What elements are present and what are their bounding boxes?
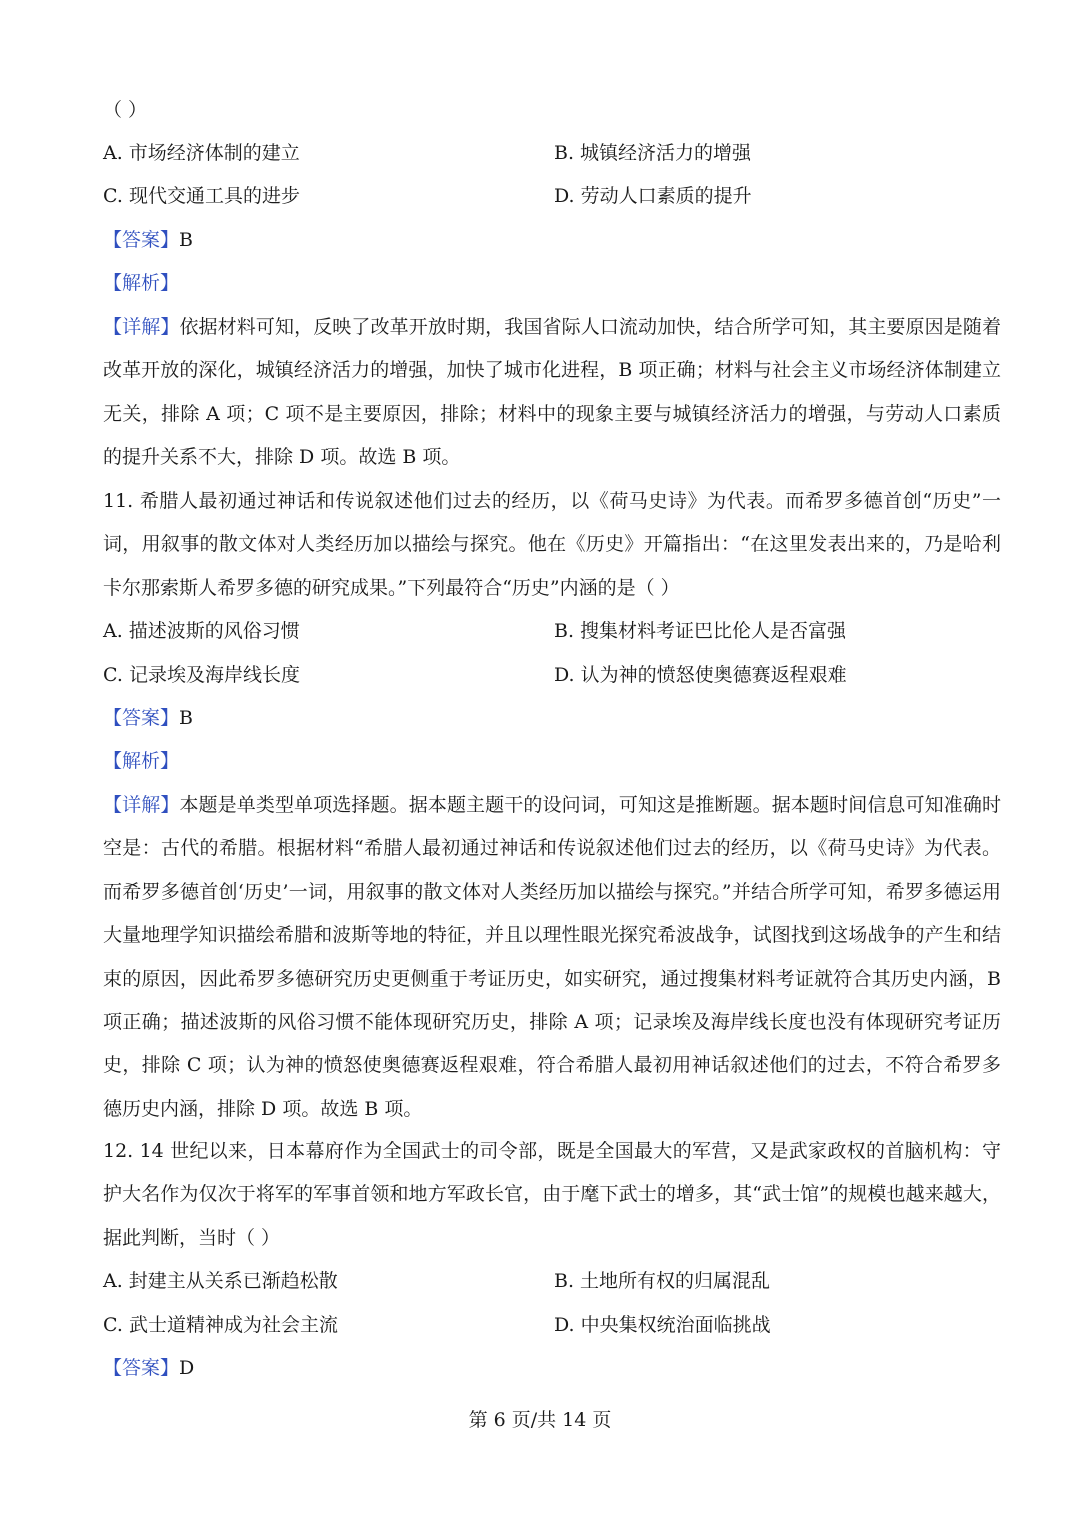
q11-answer-value: B <box>179 707 193 729</box>
q10-analysis-tag: 【解析】 <box>103 272 180 294</box>
q12-option-c: C. 武士道精神成为社会主流 <box>103 1314 338 1336</box>
q11-option-b: B. 搜集材料考证巴比伦人是否富强 <box>554 620 847 642</box>
q11-detail-paragraph <box>103 784 1001 1131</box>
q11-answer-line <box>103 697 1003 740</box>
q10-answer-tag: 【答案】 <box>103 229 180 251</box>
q10-detail-paragraph <box>103 306 1001 480</box>
q12-stem: 12. 14 世纪以来，日本幕府作为全国武士的司令部，既是全国最大的军营，又是武家政权的首脑机构：守护大名作为仅次于将军的军事首领和地方军政长官，由于麾下武士的增多，其“武士馆”的规模也越来越大，据此判断，当时（ ） <box>103 1140 1001 1249</box>
q11-option-d: D. 认为神的愤怒使奥德赛返程艰难 <box>554 664 847 686</box>
q11-detail-tag: 【详解】 <box>103 794 180 816</box>
q10-option-d: D. 劳动人口素质的提升 <box>554 185 752 207</box>
q12-option-a: A. 封建主从关系已渐趋松散 <box>103 1270 338 1292</box>
q12-option-d: D. 中央集权统治面临挑战 <box>554 1314 771 1336</box>
q11-option-c: C. 记录埃及海岸线长度 <box>103 664 300 686</box>
q12-option-b: B. 土地所有权的归属混乱 <box>554 1270 771 1292</box>
q11-stem: 11. 希腊人最初通过神话和传说叙述他们过去的经历，以《荷马史诗》为代表。而希罗多德首创“历史”一词，用叙事的散文体对人类经历加以描绘与探究。他在《历史》开篇指出：“在这里发表出来的，乃是哈利卡尔那索斯人希罗多德的研究成果。”下列最符合“历史”内涵的是（ ） <box>103 490 1001 599</box>
q11-analysis-tag: 【解析】 <box>103 750 180 772</box>
q10-option-b: B. 城镇经济活力的增强 <box>554 142 752 164</box>
q10-stem-tail: （ ） <box>103 99 148 121</box>
q11-answer-tag: 【答案】 <box>103 707 180 729</box>
page-footer: 第 6 页/共 14 页 <box>468 1409 612 1431</box>
q11-option-a: A. 描述波斯的风俗习惯 <box>103 620 300 642</box>
q10-analysis-line <box>103 262 1003 305</box>
q12-answer-line <box>103 1347 1003 1390</box>
q10-answer-value: B <box>179 229 193 251</box>
q12-answer-tag: 【答案】 <box>103 1357 180 1379</box>
q11-analysis-line <box>103 740 1003 783</box>
q10-option-a: A. 市场经济体制的建立 <box>103 142 300 164</box>
q10-answer-line <box>103 219 1003 262</box>
q10-detail-text: 依据材料可知，反映了改革开放时期，我国省际人口流动加快，结合所学可知，其主要原因是随着改革开放的深化，城镇经济活力的增强，加快了城市化进程，B 项正确；材料与社会主义市场经济体制建立无关，排除 A 项；C 项不是主要原因，排除；材料中的现象主要与城镇经济活力的增强，与劳动人口素质的提升关系不大，排除 D 项。故选 B 项。 <box>103 316 1001 469</box>
q11-detail-text: 本题是单类型单项选择题。据本题主题干的设问词，可知这是推断题。据本题时间信息可知准确时空是：古代的希腊。根据材料“希腊人最初通过神话和传说叙述他们过去的经历，以《荷马史诗》为代表。而希罗多德首创‘历史’一词，用叙事的散文体对人类经历加以描绘与探究。”并结合所学可知，希罗多德运用大量地理学知识描绘希腊和波斯等地的特征，并且以理性眼光探究希波战争，试图找到这场战争的产生和结束的原因，因此希罗多德研究历史更侧重于考证历史，如实研究，通过搜集材料考证就符合其历史内涵，B 项正确；描述波斯的风俗习惯不能体现研究历史，排除 A 项；记录埃及海岸线长度也没有体现研究考证历史，排除 C 项；认为神的愤怒使奥德赛返程艰难，符合希腊人最初用神话叙述他们的过去，不符合希罗多德历史内涵，排除 D 项。故选 B 项。 <box>103 794 1001 1120</box>
q10-option-c: C. 现代交通工具的进步 <box>103 185 300 207</box>
q12-answer-value: D <box>179 1357 195 1379</box>
q10-detail-tag: 【详解】 <box>103 316 180 338</box>
